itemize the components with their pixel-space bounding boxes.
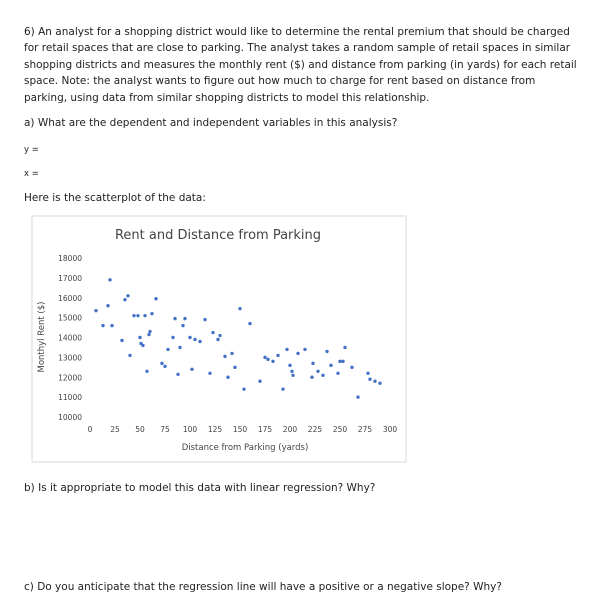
y-tick-label: 10000 <box>58 413 82 422</box>
data-point <box>183 317 186 320</box>
intro-line-4: space. Note: the analyst wants to figure out how much to charge for rent based on distance from <box>24 75 536 88</box>
data-point <box>316 370 319 373</box>
data-point <box>329 364 332 367</box>
x-tick-label: 125 <box>207 425 223 434</box>
data-point <box>242 387 245 390</box>
data-point <box>141 344 144 347</box>
data-point <box>101 324 104 327</box>
part-a-question: a) What are the dependent and independent variables in this analysis? <box>24 117 398 129</box>
x-tick-label: 275 <box>357 425 373 434</box>
x-tick-label: 0 <box>87 425 93 434</box>
data-point <box>325 350 328 353</box>
y-tick-label: 13000 <box>58 353 82 363</box>
data-point <box>291 374 294 377</box>
data-point <box>226 376 229 379</box>
data-point <box>321 374 324 377</box>
data-point <box>143 314 146 317</box>
data-point <box>163 365 166 368</box>
data-point <box>378 382 381 385</box>
part-b-question: b) Is it appropriate to model this data with linear regression? Why? <box>24 482 376 494</box>
data-point <box>160 362 163 365</box>
data-point <box>132 314 135 317</box>
data-point <box>290 370 293 373</box>
x-axis-label: Distance from Parking (yards) <box>181 443 309 453</box>
data-point <box>285 348 288 351</box>
data-point <box>208 372 211 375</box>
data-point <box>198 340 201 343</box>
data-point <box>136 314 139 317</box>
data-point <box>343 346 346 349</box>
data-point <box>303 348 306 351</box>
data-point <box>281 387 284 390</box>
data-point <box>276 354 279 357</box>
x-tick-labels <box>88 425 398 434</box>
data-point <box>336 372 339 375</box>
x-variable-label: x = <box>24 169 39 179</box>
data-point <box>150 312 153 315</box>
y-tick-label: 11000 <box>58 393 82 403</box>
data-point <box>154 297 157 300</box>
x-tick-label: 75 <box>160 425 170 434</box>
data-point <box>106 304 109 307</box>
data-point <box>211 331 214 334</box>
chart-title: Rent and Distance from Parking <box>114 228 322 243</box>
data-point <box>238 307 241 310</box>
data-point <box>138 336 141 339</box>
data-point <box>176 373 179 376</box>
part-c-question: c) Do you anticipate that the regression line will have a positive or a negative slope? Why? <box>24 581 502 593</box>
data-point <box>350 366 353 369</box>
data-point <box>110 324 113 327</box>
x-tick-label: 150 <box>232 425 248 434</box>
scatterplot-intro: Here is the scatterplot of the data: <box>24 192 206 204</box>
intro-line-1: 6) An analyst for a shopping district would like to determine the rental premium that should be charged <box>24 26 570 38</box>
data-point <box>120 339 123 342</box>
data-point <box>356 395 359 398</box>
data-point <box>148 330 151 333</box>
data-point <box>288 364 291 367</box>
y-tick-label: 15000 <box>58 313 82 323</box>
data-point <box>188 336 191 339</box>
data-point <box>266 358 269 361</box>
intro-line-2: for retail spaces that are close to parking. The analyst takes a random sample of retail spaces in similar <box>24 42 571 55</box>
data-point <box>366 372 369 375</box>
data-point <box>230 352 233 355</box>
y-tick-label: 17000 <box>58 273 82 283</box>
y-axis-label: Monthyl Rent ($) <box>37 301 47 373</box>
data-point <box>108 278 111 281</box>
data-point <box>233 366 236 369</box>
data-points <box>94 278 381 399</box>
y-tick-labels <box>58 254 82 422</box>
data-point <box>368 378 371 381</box>
data-point <box>178 346 181 349</box>
data-point <box>145 370 148 373</box>
data-point <box>94 309 97 312</box>
data-point <box>296 352 299 355</box>
intro-line-3: shopping districts and measures the monthly rent ($) and distance from parking (in yards) for each retail <box>24 58 577 71</box>
data-point <box>373 380 376 383</box>
y-tick-label: 16000 <box>58 293 82 303</box>
data-point <box>126 294 129 297</box>
data-point <box>310 376 313 379</box>
data-point <box>190 368 193 371</box>
y-tick-label: 18000 <box>58 254 82 263</box>
data-point <box>216 338 219 341</box>
data-point <box>258 380 261 383</box>
data-point <box>341 360 344 363</box>
data-point <box>311 362 314 365</box>
data-point <box>218 334 221 337</box>
data-point <box>173 317 176 320</box>
data-point <box>338 360 341 363</box>
x-tick-label: 200 <box>282 425 298 434</box>
x-tick-label: 225 <box>307 425 323 434</box>
y-tick-label: 14000 <box>58 333 82 343</box>
x-tick-label: 300 <box>382 425 398 434</box>
data-point <box>223 355 226 358</box>
data-point <box>248 322 251 325</box>
data-point <box>193 338 196 341</box>
data-point <box>147 333 150 336</box>
x-tick-label: 100 <box>182 425 198 434</box>
data-point <box>203 318 206 321</box>
x-tick-label: 25 <box>110 425 120 434</box>
y-tick-label: 12000 <box>58 373 82 383</box>
intro-line-5: parking, using data from similar shopping districts to model this relationship. <box>24 91 430 104</box>
x-tick-label: 250 <box>332 425 348 434</box>
data-point <box>166 348 169 351</box>
data-point <box>171 336 174 339</box>
data-point <box>181 324 184 327</box>
data-point <box>263 356 266 359</box>
data-point <box>128 354 131 357</box>
data-point <box>271 360 274 363</box>
x-tick-label: 175 <box>257 425 273 434</box>
data-point <box>123 298 126 301</box>
y-variable-label: y = <box>24 145 39 155</box>
x-tick-label: 50 <box>135 425 145 434</box>
